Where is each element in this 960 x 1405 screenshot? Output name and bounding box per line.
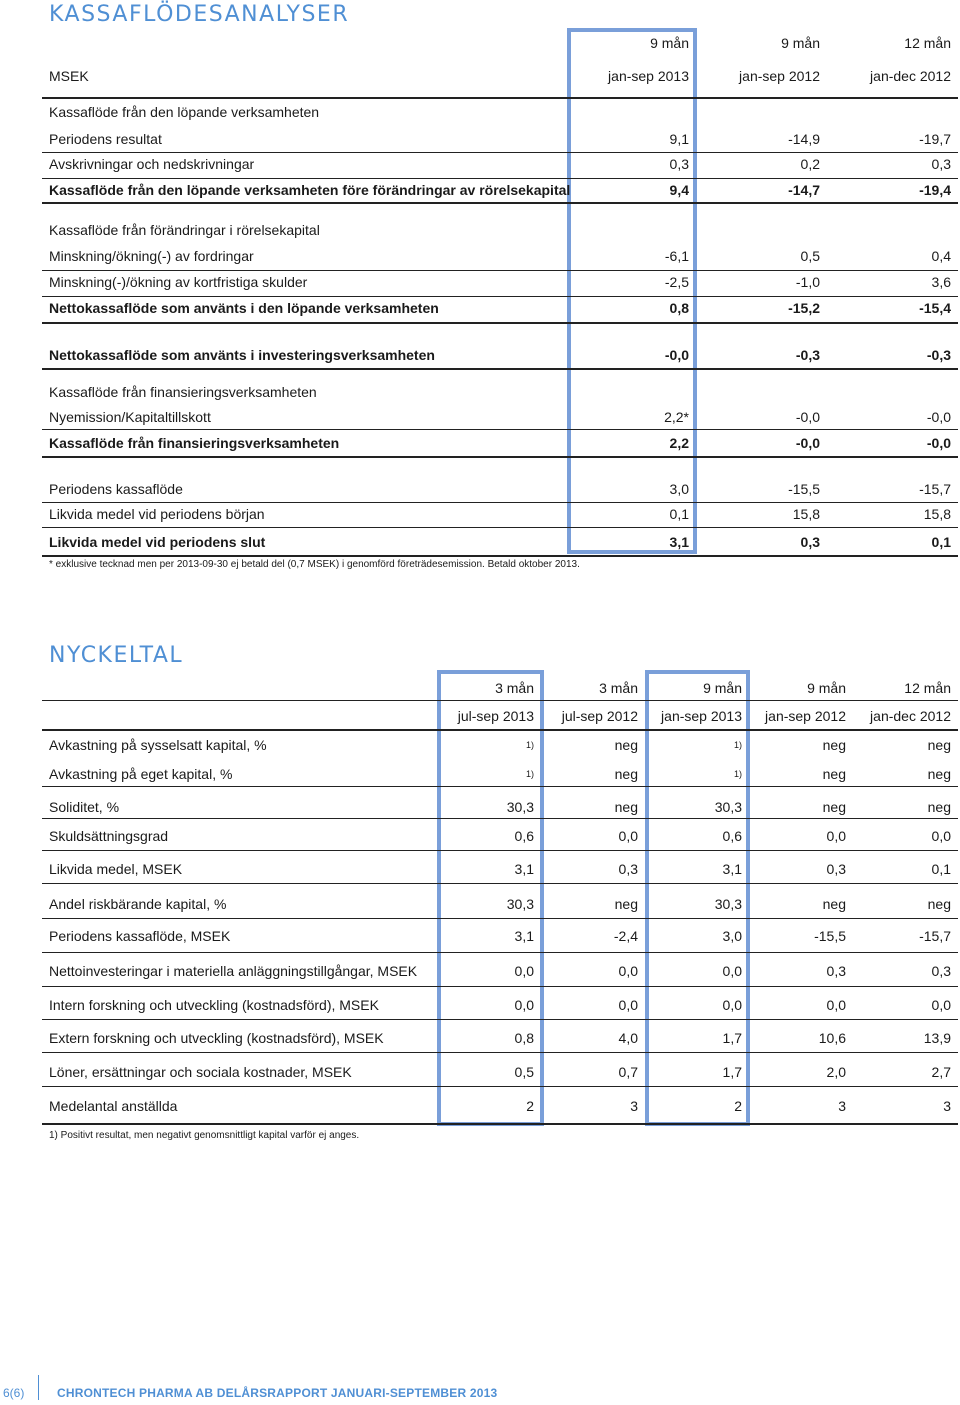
row-value: 15,8 [923, 506, 951, 522]
row-divider [42, 322, 958, 324]
row-value: neg [614, 737, 638, 753]
section-title-key-figures: NYCKELTAL [49, 643, 184, 668]
row-label: Kassaflöde från den löpande verksamheten [49, 104, 320, 120]
row-label: Kassaflöde från förändringar i rörelsekapital [49, 222, 320, 238]
row-label: Nyemission/Kapitaltillskott [49, 409, 211, 425]
row-value: 9 mån [703, 680, 742, 696]
row-value: 0,0 [931, 997, 951, 1013]
row-divider [42, 456, 958, 458]
table-row [42, 477, 958, 501]
row-value: -0,3 [926, 347, 951, 363]
row-value: 0,3 [800, 534, 820, 550]
row-label: Periodens kassaflöde, MSEK [49, 928, 231, 944]
row-divider [42, 368, 958, 370]
row-value: 0,5 [514, 1064, 534, 1080]
row-value: 2,2 [669, 435, 689, 451]
row-divider [42, 555, 958, 557]
table-row [42, 530, 958, 554]
table-row [42, 178, 958, 202]
row-value: 0,4 [931, 248, 951, 264]
table-row [42, 380, 958, 404]
row-divider [42, 1123, 958, 1125]
row-label: Kassaflöde från finansieringsverksamheten [49, 435, 340, 451]
row-divider [42, 270, 958, 271]
table-row [42, 100, 958, 124]
row-label: Löner, ersättningar och sociala kostnader, MSEK [49, 1064, 352, 1080]
table-row [42, 270, 958, 294]
row-value: jan-sep 2013 [661, 708, 742, 724]
row-value: -0,0 [664, 347, 689, 363]
row-value: neg [822, 799, 846, 815]
row-value: 30,3 [506, 799, 534, 815]
row-label: Andel riskbärande kapital, % [49, 896, 227, 912]
row-value: neg [614, 799, 638, 815]
row-value: 0,3 [931, 156, 951, 172]
row-value: 0,1 [931, 861, 951, 877]
footer-divider [38, 1375, 39, 1400]
row-value: 0,7 [618, 1064, 638, 1080]
row-divider [42, 527, 958, 528]
row-label: Avkastning på sysselsatt kapital, % [49, 737, 267, 753]
row-value: neg [822, 766, 846, 782]
row-value: -0,0 [795, 435, 820, 451]
column-header-ranges [42, 64, 958, 88]
row-label: Minskning/ökning(-) av fordringar [49, 248, 254, 264]
page-number: 6(6) [3, 1386, 25, 1400]
row-value: 1,7 [722, 1030, 742, 1046]
row-value: 0,3 [826, 861, 846, 877]
row-value: 0,3 [669, 156, 689, 172]
row-value: 0,0 [618, 997, 638, 1013]
row-value: 0,8 [514, 1030, 534, 1046]
table-row [42, 343, 958, 367]
table-row [42, 924, 958, 948]
row-value: -2,5 [664, 274, 689, 290]
row-value: -14,7 [788, 182, 820, 198]
row-value: -0,0 [926, 435, 951, 451]
row-value: jan-dec 2012 [870, 68, 951, 84]
row-value: -2,4 [613, 928, 638, 944]
row-value: -15,7 [919, 928, 951, 944]
row-value: -14,9 [788, 131, 820, 147]
row-value: 3 mån [599, 680, 638, 696]
row-value: 0,1 [669, 506, 689, 522]
row-value: jan-sep 2012 [765, 708, 846, 724]
row-value: jan-dec 2012 [870, 708, 951, 724]
row-value: -6,1 [664, 248, 689, 264]
row-value: 0,1 [931, 534, 951, 550]
row-value: 3 [630, 1098, 638, 1114]
row-divider [42, 952, 958, 953]
row-value: 30,3 [506, 896, 534, 912]
row-value: 3,1 [514, 861, 534, 877]
row-value: -0,3 [795, 347, 820, 363]
row-divider [42, 296, 958, 297]
table-row [42, 218, 958, 242]
row-label: Skuldsättningsgrad [49, 828, 169, 844]
row-value: -15,5 [788, 481, 820, 497]
row-value: jul-sep 2012 [561, 708, 638, 724]
table-row [42, 296, 958, 320]
row-value: 12 mån [904, 680, 951, 696]
row-value: 9 mån [650, 35, 689, 51]
row-label: Likvida medel vid periodens slut [49, 534, 266, 550]
row-value: 0,2 [800, 156, 820, 172]
row-value: 0,0 [514, 963, 534, 979]
row-label: Medelantal anställda [49, 1098, 178, 1114]
row-label: Nettokassaflöde som använts i investeringsverksamheten [49, 347, 435, 363]
row-value: 15,8 [792, 506, 820, 522]
row-divider [42, 883, 958, 884]
row-value: neg [822, 737, 846, 753]
row-value: 0,0 [722, 963, 742, 979]
row-value: 9,4 [669, 182, 689, 198]
row-value: 9 mån [807, 680, 846, 696]
row-value: 1) [733, 769, 742, 779]
row-value: jul-sep 2013 [457, 708, 534, 724]
row-label: Avkastning på eget kapital, % [49, 766, 233, 782]
row-value: 9 mån [781, 35, 820, 51]
row-value: 3 [838, 1098, 846, 1114]
row-value: -1,0 [795, 274, 820, 290]
row-value: 0,0 [514, 997, 534, 1013]
row-value: 0,0 [618, 828, 638, 844]
row-label: Likvida medel, MSEK [49, 861, 183, 877]
row-value: -15,2 [788, 300, 820, 316]
table-row [42, 857, 958, 881]
row-divider [42, 429, 958, 430]
row-label: Avskrivningar och nedskrivningar [49, 156, 255, 172]
row-value: 3,1 [669, 534, 689, 550]
table-row [42, 244, 958, 268]
row-label: Nettokassaflöde som använts i den löpande verksamheten [49, 300, 439, 316]
table-row [42, 993, 958, 1017]
row-value: 30,3 [714, 799, 742, 815]
row-value: 0,0 [618, 963, 638, 979]
row-divider [42, 1019, 958, 1020]
table-row [42, 824, 958, 848]
row-value: jan-sep 2013 [608, 68, 689, 84]
table-row [42, 502, 958, 526]
row-divider [42, 850, 958, 851]
row-value: 0,5 [800, 248, 820, 264]
row-value: 2,0 [826, 1064, 846, 1080]
cashflow-footnote: * exklusive tecknad men per 2013-09-30 ej betald del (0,7 MSEK) i genomförd företrädesemission. Betald oktober 2013. [49, 559, 580, 570]
table-row [42, 127, 958, 151]
section-title-cashflow: KASSAFLÖDESANALYSER [49, 2, 350, 27]
table-row [42, 1060, 958, 1084]
row-value: 0,0 [931, 828, 951, 844]
row-value: 4,0 [618, 1030, 638, 1046]
row-value: 0,6 [514, 828, 534, 844]
row-value: neg [927, 799, 951, 815]
row-value: neg [614, 896, 638, 912]
row-divider [42, 986, 958, 987]
row-value: 3,6 [931, 274, 951, 290]
column-header-periods [42, 31, 958, 55]
row-value: 0,3 [826, 963, 846, 979]
row-label: Intern forskning och utveckling (kostnadsförd), MSEK [49, 997, 379, 1013]
row-value: 9,1 [669, 131, 689, 147]
row-divider [42, 818, 958, 819]
row-value: 1) [525, 769, 534, 779]
row-label: MSEK [49, 68, 89, 84]
row-label: Periodens resultat [49, 131, 162, 147]
footer-title: CHRONTECH PHARMA AB DELÅRSRAPPORT JANUARI-SEPTEMBER 2013 [57, 1386, 498, 1400]
table-row [42, 152, 958, 176]
row-value: 12 mån [904, 35, 951, 51]
row-label: Extern forskning och utveckling (kostnadsförd), MSEK [49, 1030, 384, 1046]
row-value: -15,7 [919, 481, 951, 497]
row-value: 2 [526, 1098, 534, 1114]
row-value: 1) [525, 740, 534, 750]
row-divider [42, 178, 958, 179]
row-value: 0,8 [669, 300, 689, 316]
row-divider [42, 97, 958, 99]
row-value: 13,9 [923, 1030, 951, 1046]
row-value: 0,0 [722, 997, 742, 1013]
row-value: 1,7 [722, 1064, 742, 1080]
row-value: 3,1 [514, 928, 534, 944]
row-value: neg [614, 766, 638, 782]
row-value: 0,0 [826, 828, 846, 844]
row-divider [42, 502, 958, 503]
row-divider [42, 152, 958, 153]
row-value: neg [927, 737, 951, 753]
row-value: -0,0 [926, 409, 951, 425]
table-row [42, 795, 958, 819]
row-label: Minskning(-)/ökning av kortfristiga skulder [49, 274, 308, 290]
row-value: 0,3 [931, 963, 951, 979]
table-row [42, 1026, 958, 1050]
table-row [42, 892, 958, 916]
key-figures-footnote: 1) Positivt resultat, men negativt genomsnittligt kapital varför ej anges. [49, 1130, 360, 1141]
row-label: Periodens kassaflöde [49, 481, 183, 497]
row-value: 3,1 [722, 861, 742, 877]
table-row [42, 405, 958, 429]
row-value: neg [822, 896, 846, 912]
row-divider [42, 729, 958, 731]
row-divider [42, 700, 958, 701]
row-value: neg [927, 766, 951, 782]
row-value: 2,2* [664, 409, 689, 425]
column-header-periods [42, 676, 958, 700]
row-divider [42, 786, 958, 787]
row-value: 2,7 [931, 1064, 951, 1080]
row-value: neg [927, 896, 951, 912]
row-divider [42, 1086, 958, 1087]
table-row [42, 431, 958, 455]
row-value: -15,5 [814, 928, 846, 944]
row-value: 0,3 [618, 861, 638, 877]
row-value: 10,6 [818, 1030, 846, 1046]
row-divider [42, 202, 958, 204]
row-label: Kassaflöde från den löpande verksamheten före förändringar av rörelsekapital [49, 182, 571, 198]
table-row [42, 762, 958, 786]
table-row [42, 733, 958, 757]
row-label: Kassaflöde från finansieringsverksamheten [49, 384, 317, 400]
row-value: 30,3 [714, 896, 742, 912]
row-label: Likvida medel vid periodens början [49, 506, 265, 522]
table-row [42, 959, 958, 983]
row-value: -19,7 [919, 131, 951, 147]
row-value: 3 mån [495, 680, 534, 696]
row-value: jan-sep 2012 [739, 68, 820, 84]
row-value: 1) [733, 740, 742, 750]
row-label: Soliditet, % [49, 799, 120, 815]
row-value: 3 [943, 1098, 951, 1114]
row-value: 3,0 [722, 928, 742, 944]
row-value: 0,6 [722, 828, 742, 844]
row-value: -0,0 [795, 409, 820, 425]
row-value: -19,4 [919, 182, 951, 198]
row-value: 2 [734, 1098, 742, 1114]
table-row [42, 1094, 958, 1118]
row-value: 0,0 [826, 997, 846, 1013]
column-header-ranges [42, 704, 958, 728]
row-value: 3,0 [669, 481, 689, 497]
row-label: Nettoinvesteringar i materiella anläggningstillgångar, MSEK [49, 963, 418, 979]
row-divider [42, 918, 958, 919]
row-value: -15,4 [919, 300, 951, 316]
row-divider [42, 1052, 958, 1053]
